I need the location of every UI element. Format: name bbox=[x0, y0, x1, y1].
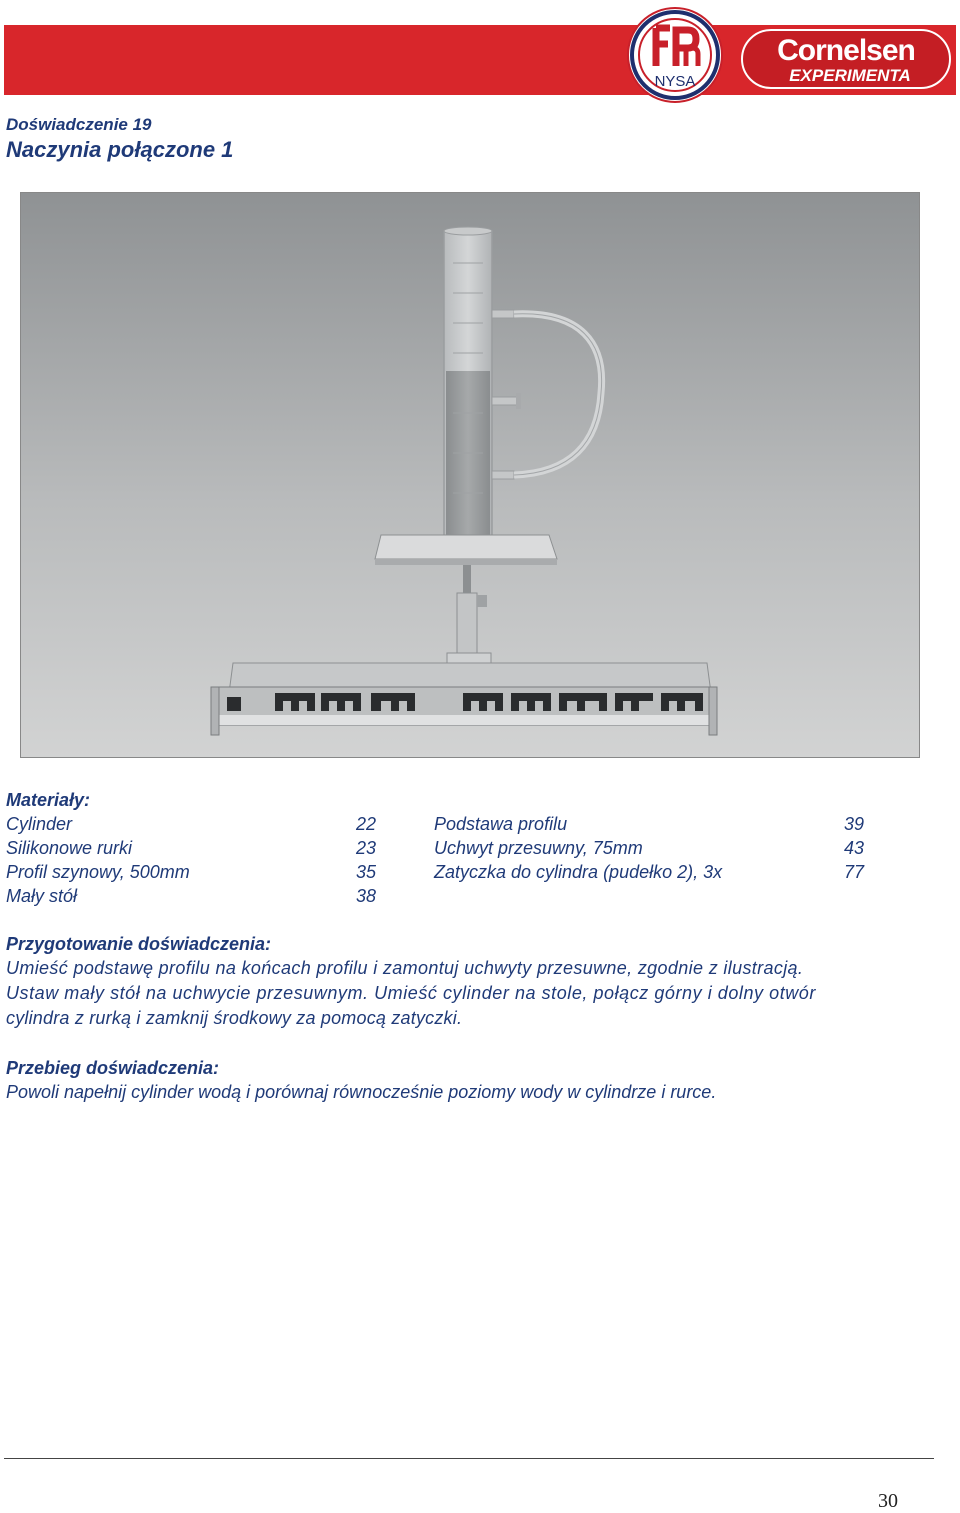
material-number: 23 bbox=[355, 838, 376, 858]
fpn-nysa-logo-icon bbox=[626, 6, 724, 104]
footer-rule bbox=[4, 1458, 934, 1459]
material-number: 77 bbox=[843, 862, 864, 882]
preparation-line: cylindra z rurką i zamknij środkowy za pomocą zatyczki. bbox=[6, 1008, 463, 1028]
material-name: Profil szynowy, 500mm bbox=[6, 862, 190, 882]
fpn-logo-text: NYSA bbox=[654, 73, 696, 90]
preparation-line: Ustaw mały stół na uchwycie przesuwnym. Umieść cylinder na stole, połącz górny i dolny otwór bbox=[6, 983, 816, 1003]
preparation-line: Umieść podstawę profilu na końcach profilu i zamontuj uchwyty przesuwne, zgodnie z ilustracją. bbox=[6, 958, 804, 978]
page-number: 30 bbox=[878, 1490, 898, 1512]
apparatus-photo bbox=[20, 192, 920, 758]
material-number: 43 bbox=[843, 838, 864, 858]
material-number: 35 bbox=[355, 862, 376, 882]
communicating-vessels-apparatus-photo-icon bbox=[21, 193, 919, 757]
cornelsen-logo-line2: EXPERIMENTA bbox=[789, 66, 911, 85]
cornelsen-logo-icon bbox=[740, 28, 952, 90]
material-name: Podstawa profilu bbox=[434, 814, 568, 834]
materials-heading: Materiały: bbox=[6, 790, 91, 810]
material-number: 39 bbox=[843, 814, 864, 834]
preparation-heading: Przygotowanie doświadczenia: bbox=[6, 934, 272, 954]
material-name: Mały stół bbox=[6, 886, 78, 906]
material-number: 22 bbox=[355, 814, 376, 834]
cornelsen-logo-line1: Cornelsen bbox=[777, 34, 915, 67]
material-name: Uchwyt przesuwny, 75mm bbox=[434, 838, 643, 858]
procedure-heading: Przebieg doświadczenia: bbox=[6, 1058, 220, 1078]
experiment-label: Doświadczenie 19 bbox=[6, 115, 152, 134]
experiment-title: Naczynia połączone 1 bbox=[6, 137, 234, 162]
material-name: Zatyczka do cylindra (pudełko 2), 3x bbox=[434, 862, 723, 882]
material-name: Cylinder bbox=[6, 814, 73, 834]
material-name: Silikonowe rurki bbox=[6, 838, 133, 858]
material-number: 38 bbox=[355, 886, 376, 906]
procedure-text: Powoli napełnij cylinder wodą i porównaj równocześnie poziomy wody w cylindrze i rurce. bbox=[6, 1082, 717, 1102]
